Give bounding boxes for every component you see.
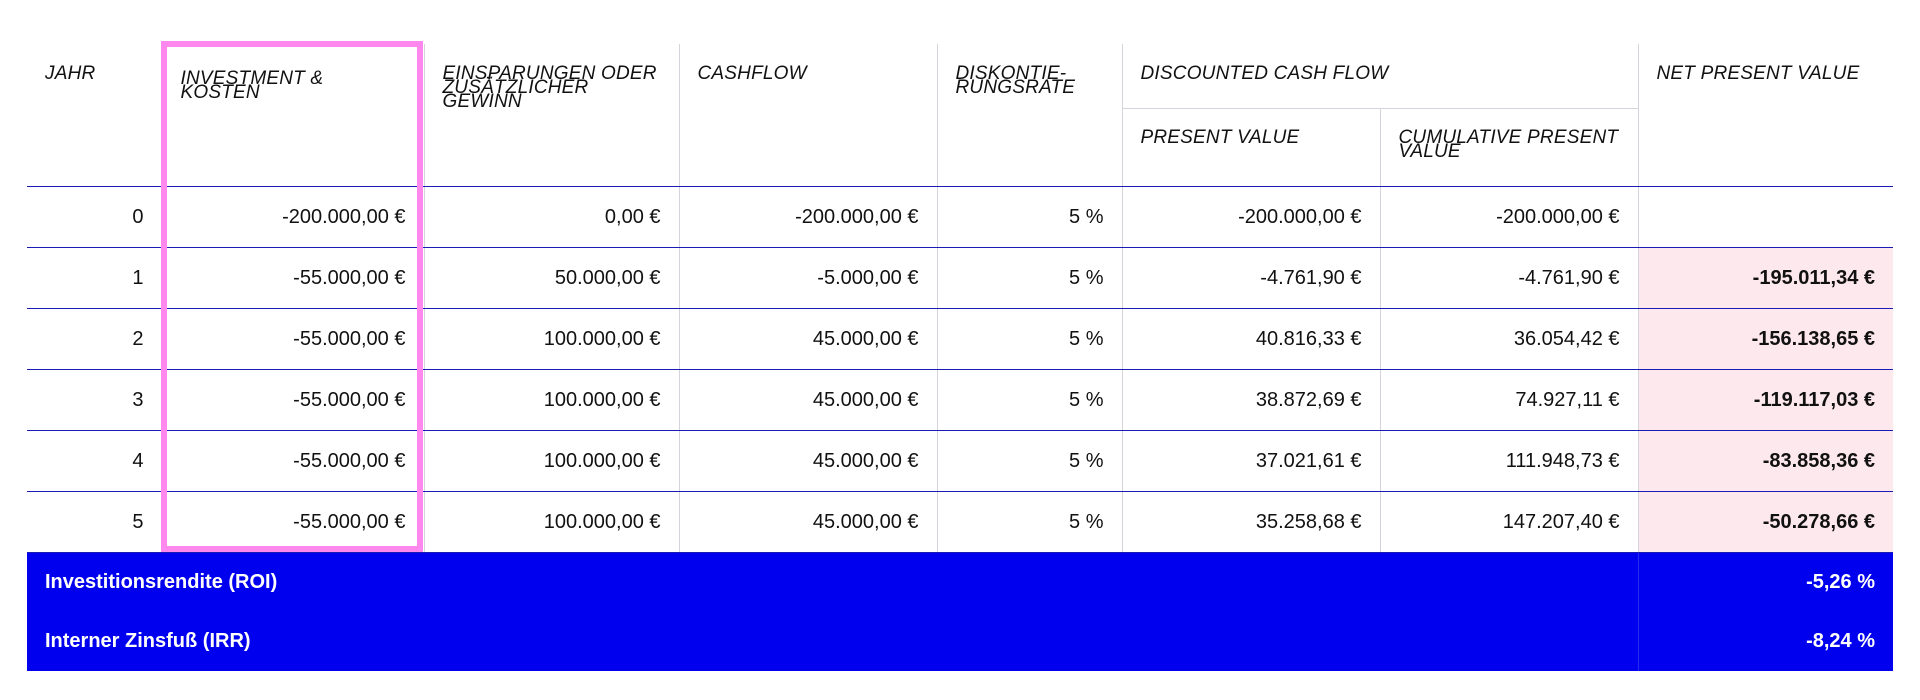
summary-value-roi: -5,26 % <box>1638 553 1893 613</box>
cell-cashflow: -200.000,00 € <box>679 187 937 248</box>
cell-rate: 5 % <box>937 370 1122 431</box>
summary-label-roi: Investitionsrendite (ROI) <box>27 553 1638 613</box>
cell-jahr: 4 <box>27 431 162 492</box>
header-discounted-cash-flow: DISCOUNTED CASH FLOW <box>1122 44 1638 108</box>
cell-present-value: -200.000,00 € <box>1122 187 1380 248</box>
summary-section <box>27 553 1893 672</box>
table-row <box>27 248 1893 309</box>
cell-cumulative-present-value: 74.927,11 € <box>1380 370 1638 431</box>
cell-investment: -55.000,00 € <box>162 431 424 492</box>
table-row <box>27 309 1893 370</box>
summary-row-irr <box>27 612 1893 671</box>
cell-jahr: 5 <box>27 492 162 553</box>
cell-rate: 5 % <box>937 187 1122 248</box>
header-jahr: JAHR <box>45 63 96 84</box>
table-row <box>27 492 1893 553</box>
cell-net-present-value: -50.278,66 € <box>1638 492 1893 553</box>
cell-einsparungen: 100.000,00 € <box>424 309 679 370</box>
cell-present-value: 38.872,69 € <box>1122 370 1380 431</box>
header-present-value: PRESENT VALUE <box>1122 108 1380 186</box>
cell-investment: -55.000,00 € <box>162 492 424 553</box>
cell-cashflow: 45.000,00 € <box>679 309 937 370</box>
cell-einsparungen: 100.000,00 € <box>424 370 679 431</box>
cell-net-present-value: -195.011,34 € <box>1638 248 1893 309</box>
cell-cashflow: -5.000,00 € <box>679 248 937 309</box>
cell-investment: -200.000,00 € <box>162 187 424 248</box>
cell-cumulative-present-value: -4.761,90 € <box>1380 248 1638 309</box>
header-net-present-value: NET PRESENT VALUE <box>1638 44 1893 186</box>
cell-einsparungen: 50.000,00 € <box>424 248 679 309</box>
cell-jahr: 1 <box>27 248 162 309</box>
cell-jahr: 0 <box>27 187 162 248</box>
cell-jahr: 3 <box>27 370 162 431</box>
cell-present-value: 35.258,68 € <box>1122 492 1380 553</box>
cell-net-present-value: -119.117,03 € <box>1638 370 1893 431</box>
table-row <box>27 187 1893 248</box>
cell-cumulative-present-value: 111.948,73 € <box>1380 431 1638 492</box>
cell-jahr: 2 <box>27 309 162 370</box>
header-diskontierungsrate: DISKONTIE-RUNGSRATE <box>937 44 1122 186</box>
npv-calculation-table <box>27 44 1893 671</box>
cell-investment: -55.000,00 € <box>162 309 424 370</box>
table-body <box>27 187 1893 553</box>
table-row <box>27 370 1893 431</box>
cell-einsparungen: 0,00 € <box>424 187 679 248</box>
header-cumulative-present-value: CUMULATIVE PRESENT VALUE <box>1380 108 1638 186</box>
summary-row-roi <box>27 553 1893 613</box>
cell-cashflow: 45.000,00 € <box>679 492 937 553</box>
header-einsparungen: EINSPARUNGEN ODER ZUSÄTZLICHER GEWINN <box>424 44 679 186</box>
cell-rate: 5 % <box>937 431 1122 492</box>
cell-net-present-value: -83.858,36 € <box>1638 431 1893 492</box>
cell-investment: -55.000,00 € <box>162 370 424 431</box>
cell-net-present-value: -156.138,65 € <box>1638 309 1893 370</box>
table-header <box>27 44 1893 187</box>
header-investment: INVESTMENT & KOSTEN <box>162 44 424 186</box>
npv-calculation-table-wrapper <box>27 44 1893 671</box>
cell-einsparungen: 100.000,00 € <box>424 431 679 492</box>
cell-net-present-value <box>1638 187 1893 248</box>
cell-cashflow: 45.000,00 € <box>679 431 937 492</box>
summary-label-irr: Interner Zinsfuß (IRR) <box>27 612 1638 671</box>
cell-rate: 5 % <box>937 248 1122 309</box>
cell-cumulative-present-value: 36.054,42 € <box>1380 309 1638 370</box>
cell-rate: 5 % <box>937 492 1122 553</box>
cell-present-value: 37.021,61 € <box>1122 431 1380 492</box>
cell-present-value: 40.816,33 € <box>1122 309 1380 370</box>
header-cashflow: CASHFLOW <box>679 44 937 186</box>
cell-cumulative-present-value: -200.000,00 € <box>1380 187 1638 248</box>
cell-cumulative-present-value: 147.207,40 € <box>1380 492 1638 553</box>
cell-einsparungen: 100.000,00 € <box>424 492 679 553</box>
cell-present-value: -4.761,90 € <box>1122 248 1380 309</box>
summary-value-irr: -8,24 % <box>1638 612 1893 671</box>
cell-cashflow: 45.000,00 € <box>679 370 937 431</box>
table-row <box>27 431 1893 492</box>
cell-rate: 5 % <box>937 309 1122 370</box>
cell-investment: -55.000,00 € <box>162 248 424 309</box>
